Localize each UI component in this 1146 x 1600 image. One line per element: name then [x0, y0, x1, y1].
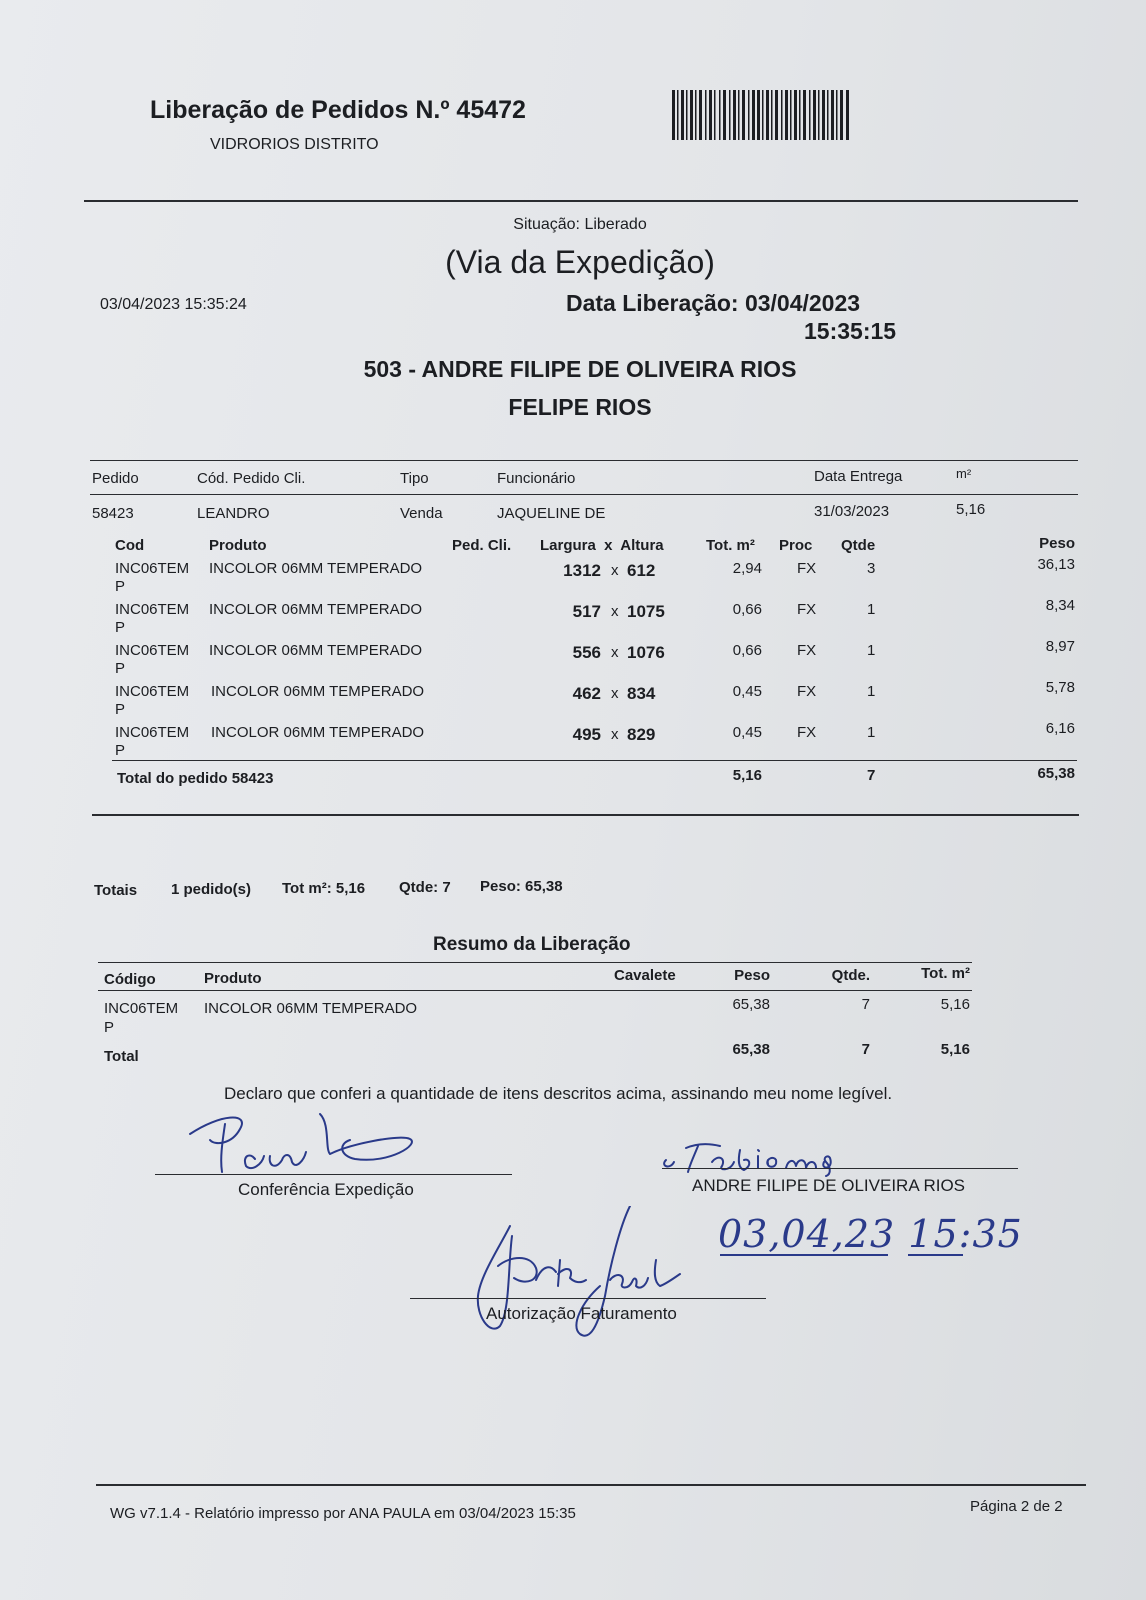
declaration-text: Declaro que conferi a quantidade de itens descritos acima, assinando meu nome legível.: [224, 1084, 893, 1103]
barcode-icon: [672, 90, 850, 140]
item-cod: INC06TEM: [115, 683, 190, 700]
footer-print-info: WG v7.1.4 - Relatório impresso por ANA PAULA em 03/04/2023 15:35: [110, 1505, 576, 1522]
summary-total-weight: 65,38: [732, 1041, 770, 1058]
document-title: Liberação de Pedidos N.º 45472: [150, 96, 526, 124]
autorizacao-line: [410, 1298, 766, 1299]
company-name: VIDRORIOS DISTRITO: [210, 136, 379, 153]
order-number: 58423: [92, 505, 134, 522]
release-time: 15:35:15: [804, 318, 897, 344]
item-qty: 1: [867, 724, 876, 741]
items-col-qtde: Qtde: [841, 537, 876, 554]
summary-col-cavalete: Cavalete: [614, 967, 676, 984]
summary-col-produto: Produto: [204, 970, 262, 987]
col-m2: m²: [956, 466, 972, 481]
totals-m2: Tot m²: 5,16: [282, 880, 366, 897]
item-cod: INC06TEM: [115, 601, 190, 618]
handwritten-date-underline: [718, 1252, 988, 1258]
item-tot-m2: 0,66: [732, 601, 762, 618]
item-qty: 1: [867, 683, 876, 700]
totals-label: Totais: [94, 882, 138, 899]
item-height: 1076: [627, 643, 665, 662]
item-cod: INC06TEM: [115, 560, 190, 577]
item-weight: 8,97: [1045, 638, 1075, 655]
items-col-cod: Cod: [115, 537, 145, 554]
items-col-produto: Produto: [209, 537, 267, 554]
item-qty: 1: [867, 642, 876, 659]
item-cod-cont: P: [115, 578, 126, 595]
item-cod-cont: P: [115, 660, 126, 677]
item-cod: INC06TEM: [115, 724, 190, 741]
client-signature-label: ANDRE FILIPE DE OLIVEIRA RIOS: [692, 1176, 966, 1195]
header-divider: [84, 200, 1078, 202]
item-width: 462: [572, 684, 601, 703]
item-product: INCOLOR 06MM TEMPERADO: [209, 560, 423, 577]
order-total-weight: 65,38: [1037, 765, 1075, 782]
item-proc: FX: [797, 560, 817, 577]
conferencia-label: Conferência Expedição: [238, 1180, 414, 1199]
summary-weight: 65,38: [732, 996, 770, 1013]
items-col-dimensions: Largura x Altura: [540, 537, 664, 554]
autorizacao-label: Autorização Faturamento: [486, 1304, 677, 1323]
client-signature: [660, 1138, 880, 1178]
client-alias: FELIPE RIOS: [508, 394, 652, 420]
item-proc: FX: [797, 642, 817, 659]
summary-total-m2: 5,16: [940, 1041, 970, 1058]
item-weight: 8,34: [1045, 597, 1075, 614]
items-col-proc: Proc: [779, 537, 813, 554]
item-cod-cont: P: [115, 701, 126, 718]
summary-total-qty: 7: [861, 1041, 870, 1058]
item-x: x: [611, 562, 619, 579]
summary-header-line: [98, 990, 972, 991]
item-tot-m2: 2,94: [732, 560, 762, 577]
item-product: INCOLOR 06MM TEMPERADO: [209, 642, 423, 659]
totals-qty: Qtde: 7: [399, 879, 451, 896]
summary-col-codigo: Código: [104, 971, 156, 988]
item-height: 834: [627, 684, 656, 703]
conferencia-signature: [180, 1104, 430, 1184]
order-total-m2: 5,16: [732, 767, 762, 784]
summary-cod: INC06TEM: [104, 1000, 179, 1017]
via-label: (Via da Expedição): [445, 244, 715, 280]
items-col-peso: Peso: [1039, 535, 1075, 552]
order-table-top-line: [90, 460, 1078, 461]
item-width: 495: [572, 725, 601, 744]
release-date: Data Liberação: 03/04/2023: [566, 290, 861, 316]
summary-col-peso: Peso: [734, 967, 770, 984]
item-x: x: [611, 685, 619, 702]
order-employee: JAQUELINE DE: [497, 505, 606, 522]
conferencia-line: [155, 1174, 512, 1175]
item-tot-m2: 0,45: [732, 724, 762, 741]
item-proc: FX: [797, 683, 817, 700]
item-x: x: [611, 644, 619, 661]
item-product: INCOLOR 06MM TEMPERADO: [211, 724, 425, 741]
page-number: Página 2 de 2: [970, 1498, 1063, 1515]
item-qty: 1: [867, 601, 876, 618]
item-weight: 36,13: [1037, 556, 1075, 573]
col-pedido: Pedido: [92, 470, 139, 487]
order-delivery-date: 31/03/2023: [814, 503, 890, 520]
col-cod-pedido-cli: Cód. Pedido Cli.: [197, 470, 306, 487]
autorizacao-signature: [470, 1206, 700, 1346]
item-product: INCOLOR 06MM TEMPERADO: [211, 683, 425, 700]
item-width: 517: [572, 602, 601, 621]
order-total-label: Total do pedido 58423: [117, 770, 274, 787]
order-table-header-line: [90, 494, 1078, 495]
item-cod-cont: P: [115, 742, 126, 759]
items-col-ped-cli: Ped. Cli.: [452, 537, 512, 554]
order-type: Venda: [400, 505, 443, 522]
item-proc: FX: [797, 724, 817, 741]
item-height: 829: [627, 725, 656, 744]
summary-cod-cont: P: [104, 1019, 115, 1036]
client-signature-line: [662, 1168, 1018, 1169]
item-cod: INC06TEM: [115, 642, 190, 659]
summary-col-qtde: Qtde.: [831, 967, 870, 984]
summary-title: Resumo da Liberação: [433, 934, 631, 955]
item-tot-m2: 0,45: [732, 683, 762, 700]
col-funcionario: Funcionário: [497, 470, 576, 487]
totals-weight: Peso: 65,38: [480, 878, 563, 895]
item-weight: 5,78: [1045, 679, 1075, 696]
summary-col-tot-m2: Tot. m²: [921, 965, 970, 982]
items-col-tot-m2: Tot. m²: [706, 537, 755, 554]
footer-divider: [96, 1484, 1086, 1486]
summary-m2: 5,16: [940, 996, 970, 1013]
col-data-entrega: Data Entrega: [814, 468, 903, 485]
handwritten-date: 03,04,23 15:35: [718, 1212, 1023, 1256]
item-cod-cont: P: [115, 619, 126, 636]
item-qty: 3: [867, 560, 876, 577]
item-x: x: [611, 603, 619, 620]
order-client-code: LEANDRO: [197, 505, 270, 522]
summary-qty: 7: [861, 996, 870, 1013]
item-height: 1075: [627, 602, 665, 621]
item-product: INCOLOR 06MM TEMPERADO: [209, 601, 423, 618]
order-total-qty: 7: [867, 767, 876, 784]
summary-top-line: [98, 962, 972, 963]
order-section-divider: [92, 814, 1079, 816]
summary-total-label: Total: [104, 1048, 139, 1065]
totals-orders: 1 pedido(s): [171, 881, 252, 898]
item-width: 556: [572, 643, 601, 662]
item-tot-m2: 0,66: [732, 642, 762, 659]
item-height: 612: [627, 561, 656, 580]
item-width: 1312: [563, 561, 601, 580]
status-text: Situação: Liberado: [513, 216, 647, 233]
item-proc: FX: [797, 601, 817, 618]
item-weight: 6,16: [1045, 720, 1075, 737]
client-name: 503 - ANDRE FILIPE DE OLIVEIRA RIOS: [363, 356, 797, 382]
summary-product: INCOLOR 06MM TEMPERADO: [204, 1000, 418, 1017]
order-total-line: [112, 760, 1077, 761]
order-m2: 5,16: [956, 501, 986, 518]
item-x: x: [611, 726, 619, 743]
col-tipo: Tipo: [400, 470, 429, 487]
print-datetime: 03/04/2023 15:35:24: [100, 296, 247, 313]
